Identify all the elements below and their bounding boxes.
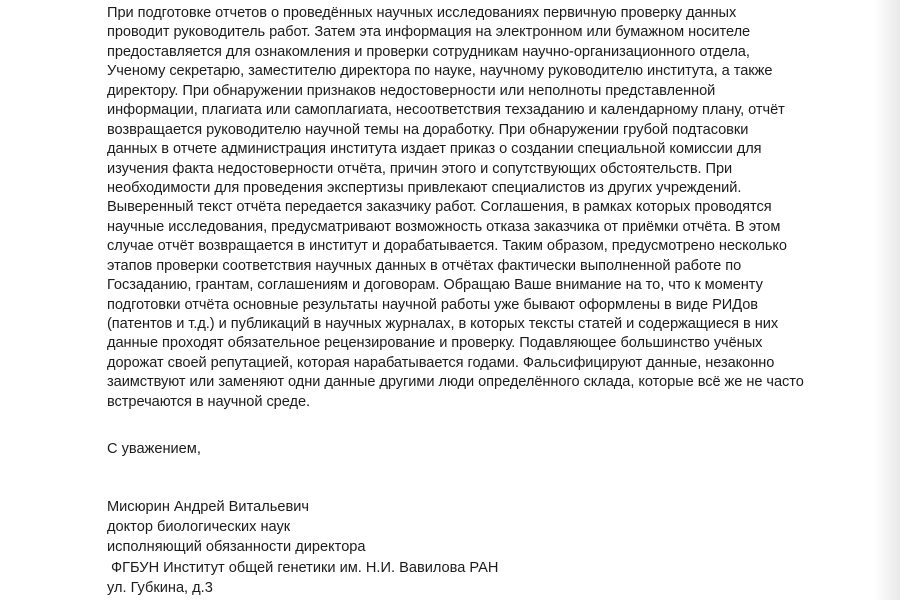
body-line: предоставляется для ознакомления и проверки сотрудникам научно-организационного отдела, xyxy=(107,43,750,60)
body-line: (патентов и т.д.) и публикаций в научных журналах, в которых тексты статей и содержащиеся в них xyxy=(107,316,779,332)
signatory-address: ул. Губкина, д.3 xyxy=(107,579,213,596)
body-line: необходимости для проведения экспертизы привлекают специалистов из других учреждений. xyxy=(107,179,742,196)
body-line: информации, плагиата или самоплагиата, несоответствия техзаданию и календарному плану, отчёт xyxy=(107,102,785,119)
signatory-institution: ФГБУН Институт общей генетики им. Н.И. Вавилова РАН xyxy=(107,559,499,576)
body-line: дорожат своей репутацией, которая нарабатывается годами. Фальсифицируют данные, незаконно xyxy=(107,354,775,371)
body-line: заимствуют или заменяют одни данные другими люди определённого склада, которые всё же не часто xyxy=(107,374,804,391)
body-line: Госзаданию, грантам, соглашениям и договорам. Обращаю Ваше внимание на то, что к моменту xyxy=(107,277,763,294)
body-line: При подготовке отчетов о проведённых научных исследованиях первичную проверку данных xyxy=(107,5,737,21)
body-line: данных в отчете администрация института издает приказ о создании специальной комиссии для xyxy=(107,141,762,158)
body-line: встречаются в научной среде. xyxy=(107,393,311,410)
body-line: научные исследования, предусматривают возможность отказа заказчика от приёмки отчёта. В этом xyxy=(107,218,781,235)
body-line: директору. При обнаружении признаков недостоверности или неполноты представленной xyxy=(107,82,716,99)
body-line: проводит руководитель работ. Затем эта информация на электронном или бумажном носителе xyxy=(107,24,751,41)
letter-closing: С уважением, xyxy=(107,441,201,457)
signatory-degree: доктор биологических наук xyxy=(107,519,291,536)
body-line: подготовки отчёта основные результаты научной работы уже бывают оформлены в виде РИДов xyxy=(107,296,758,313)
body-line: возвращается руководителю научной темы на доработку. При обнаружении грубой подтасовки xyxy=(107,121,749,138)
signature-block xyxy=(107,497,707,598)
body-line: этапов проверки соответствия научных данных в отчётах фактически выполненной работе по xyxy=(107,257,742,274)
body-line: Ученому секретарю, заместителю директора по науке, научному руководителю института, а также xyxy=(107,63,773,80)
page-edge-shadow xyxy=(874,0,900,600)
signatory-name: Мисюрин Андрей Витальевич xyxy=(107,499,309,515)
body-line: Выверенный текст отчёта передается заказчику работ. Соглашения, в рамках которых проводятся xyxy=(107,199,772,216)
body-line: случае отчёт возвращается в институт и дорабатывается. Таким образом, предусмотрено несколько xyxy=(107,238,787,255)
body-line: изучения факта недостоверности отчёта, причин этого и сопутствующих обстоятельств. При xyxy=(107,160,733,177)
signatory-position: исполняющий обязанности директора xyxy=(107,539,366,556)
body-line: данные проходят обязательное рецензирование и проверку. Подавляющее большинство учёных xyxy=(107,335,763,352)
letter-body xyxy=(107,0,804,412)
